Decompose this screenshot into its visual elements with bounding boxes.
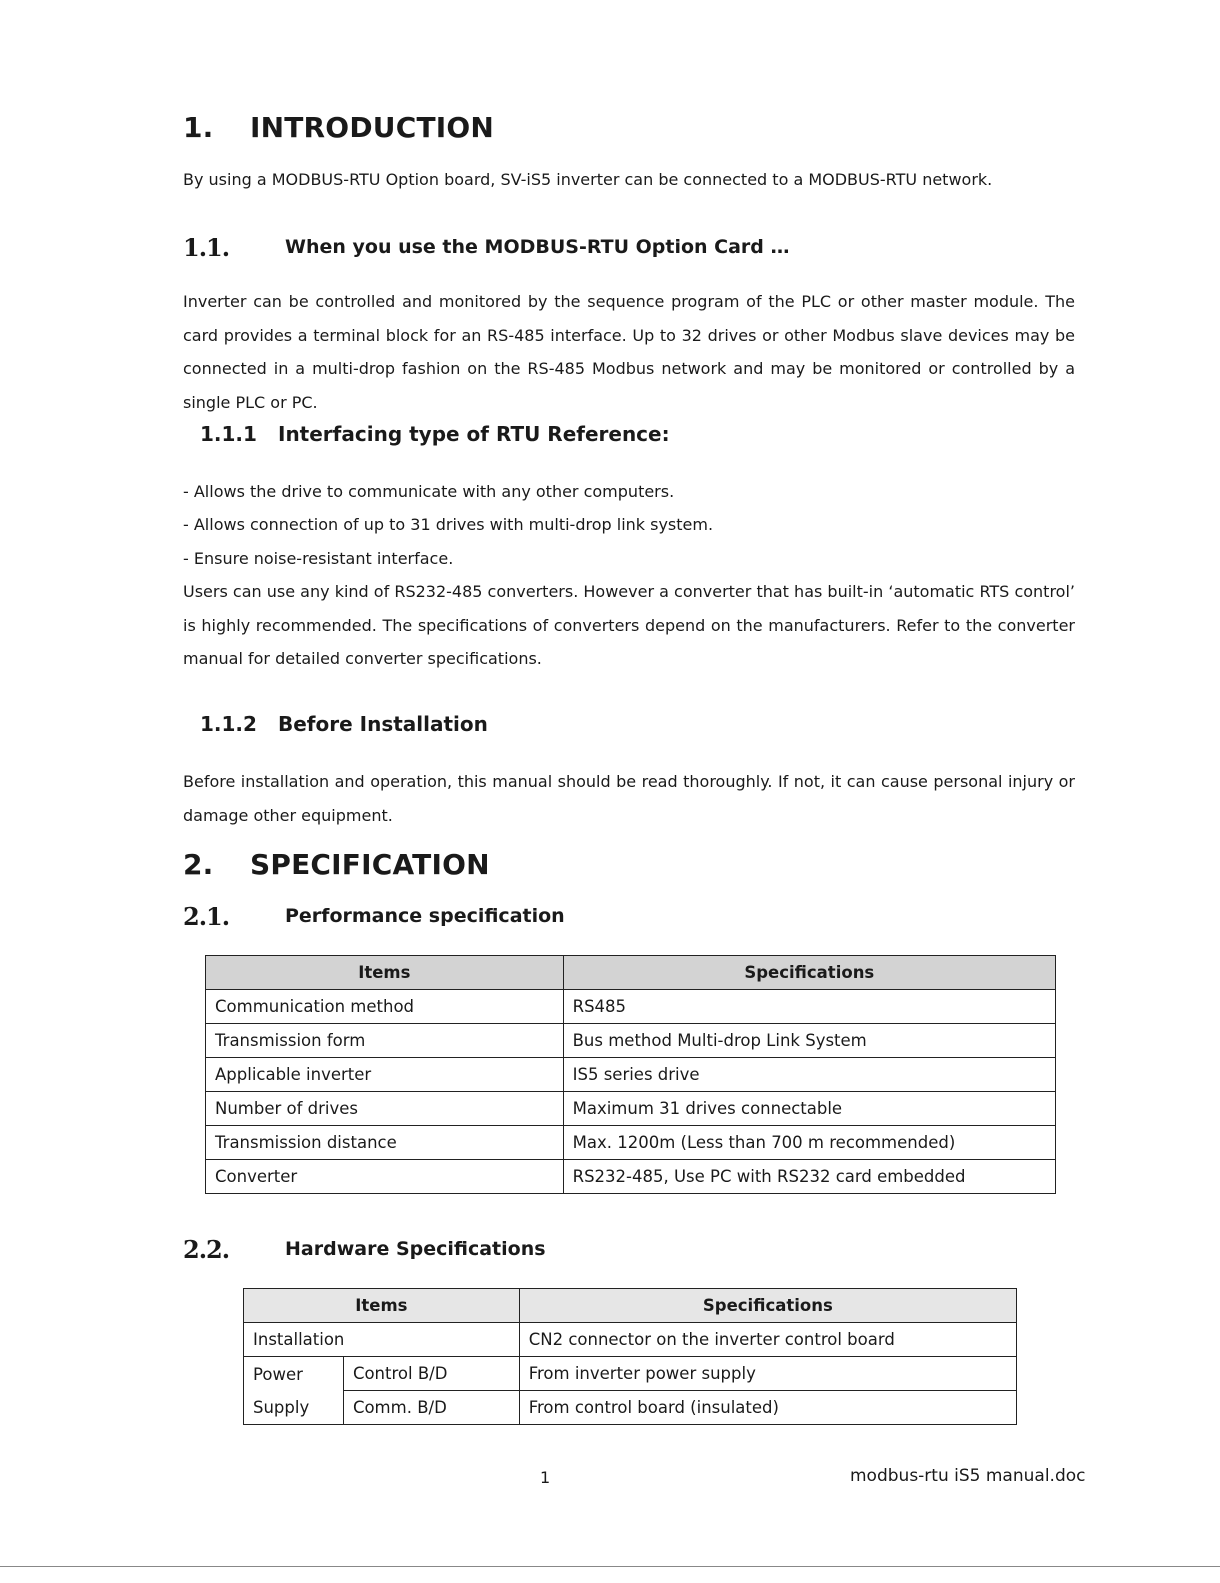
table-cell-item: Converter: [206, 1160, 564, 1194]
intro-paragraph: By using a MODBUS-RTU Option board, SV-iS5 inverter can be connected to a MODBUS-RTU network.: [183, 170, 993, 189]
table-cell-spec: Max. 1200m (Less than 700 m recommended): [563, 1126, 1055, 1160]
section-1-1-body: Inverter can be controlled and monitored by the sequence program of the PLC or other master module. The card provides a terminal block for an RS-485 interface. Up to 32 drives or other Modbus slave devices may be connected in a multi-drop fashion on the RS-485 Modbus network and may be monitored or controlled by a single PLC or PC.: [183, 292, 1075, 412]
section-1-1-title: When you use the MODBUS-RTU Option Card …: [285, 236, 790, 258]
table-cell-item: Transmission form: [206, 1024, 564, 1058]
section-1-1-1-number: 1.1.1: [200, 422, 257, 446]
section-2-1-title: Performance specification: [285, 905, 565, 927]
section-1-1-2-body: Before installation and operation, this manual should be read thoroughly. If not, it can cause personal injury or damage other equipment.: [183, 772, 1075, 825]
column-header-specifications: Specifications: [563, 956, 1055, 990]
table-cell-spec: RS485: [563, 990, 1055, 1024]
document-filename: modbus-rtu iS5 manual.doc: [850, 1466, 1086, 1486]
table-row: [206, 1058, 1056, 1092]
column-header-specifications: Specifications: [519, 1289, 1016, 1323]
table-cell-spec: Maximum 31 drives connectable: [563, 1092, 1055, 1126]
section-2-2-number: 2.2.: [183, 1235, 230, 1264]
bullet-item: - Ensure noise-resistant interface.: [183, 549, 454, 568]
section-2-1-number: 2.1.: [183, 902, 230, 931]
section-1-1-1-body: Users can use any kind of RS232-485 converters. However a converter that has built-in ‘automatic RTS control’ is highly recommended. The specifications of converters depend on the manufacturers. Refer to the converter manual for detailed converter specifications.: [183, 582, 1075, 668]
table-cell-item: Transmission distance: [206, 1126, 564, 1160]
section-2-1-heading: [183, 902, 983, 935]
table-cell-spec: RS232-485, Use PC with RS232 card embedded: [563, 1160, 1055, 1194]
table-cell-spec: Bus method Multi-drop Link System: [563, 1024, 1055, 1058]
table-row: [206, 1092, 1056, 1126]
table-cell-group: Power Supply: [244, 1357, 344, 1425]
page-number: 1: [540, 1468, 551, 1487]
table-row: [206, 1024, 1056, 1058]
section-1-1-number: 1.1.: [183, 233, 230, 262]
section-2-2-heading: [183, 1235, 983, 1268]
section-1-heading: [183, 111, 494, 144]
page-bottom-border: [0, 1566, 1220, 1567]
section-1-1-heading: [183, 233, 983, 266]
section-1-number: 1.: [183, 111, 214, 144]
table-cell-subitem: Control B/D: [343, 1357, 519, 1391]
table-header-row: [244, 1289, 1017, 1323]
table-cell-subitem: Comm. B/D: [343, 1391, 519, 1425]
section-1-1-2-heading: [200, 712, 488, 736]
table-row: [244, 1391, 1017, 1425]
performance-spec-table: [205, 955, 1056, 1194]
table-cell-item: Number of drives: [206, 1092, 564, 1126]
table-row: [206, 1126, 1056, 1160]
section-1-1-1-heading: [200, 422, 670, 446]
table-row: [244, 1357, 1017, 1391]
section-2-title: SPECIFICATION: [250, 848, 490, 881]
section-2-heading: [183, 848, 490, 881]
section-2-number: 2.: [183, 848, 214, 881]
table-cell-item: Applicable inverter: [206, 1058, 564, 1092]
table-cell-item: Installation: [244, 1323, 520, 1357]
hardware-spec-table: [243, 1288, 1017, 1425]
table-cell-spec: IS5 series drive: [563, 1058, 1055, 1092]
table-row: [244, 1323, 1017, 1357]
section-1-1-2-title: Before Installation: [278, 712, 488, 736]
section-1-title: INTRODUCTION: [250, 111, 494, 144]
table-cell-item: Communication method: [206, 990, 564, 1024]
column-header-items: Items: [244, 1289, 520, 1323]
column-header-items: Items: [206, 956, 564, 990]
bullet-item: - Allows connection of up to 31 drives with multi-drop link system.: [183, 515, 714, 534]
table-row: [206, 990, 1056, 1024]
table-row: [206, 1160, 1056, 1194]
table-cell-spec: CN2 connector on the inverter control board: [519, 1323, 1016, 1357]
table-header-row: [206, 956, 1056, 990]
section-1-1-2-number: 1.1.2: [200, 712, 257, 736]
table-cell-spec: From control board (insulated): [519, 1391, 1016, 1425]
section-1-1-1-title: Interfacing type of RTU Reference:: [278, 422, 670, 446]
table-cell-spec: From inverter power supply: [519, 1357, 1016, 1391]
section-2-2-title: Hardware Specifications: [285, 1238, 546, 1260]
bullet-item: - Allows the drive to communicate with any other computers.: [183, 482, 675, 501]
